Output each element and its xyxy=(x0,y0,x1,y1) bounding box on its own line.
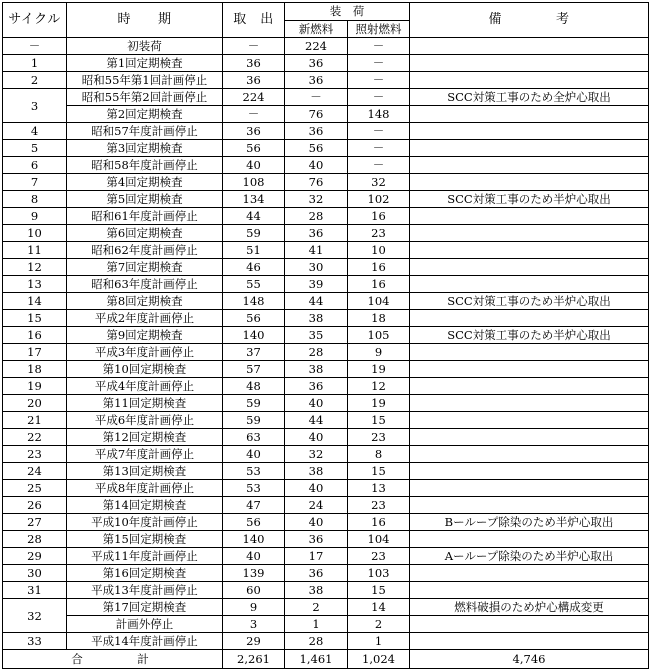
removed-cell: 29 xyxy=(223,633,285,650)
note-cell xyxy=(410,157,649,174)
note-cell xyxy=(410,174,649,191)
note-cell: SCC対策工事のため半炉心取出 xyxy=(410,293,649,310)
table-row xyxy=(3,106,649,123)
removed-cell: 139 xyxy=(223,565,285,582)
irradiated-fuel-cell: 15 xyxy=(348,582,410,599)
period-cell: 平成14年度計画停止 xyxy=(67,633,223,650)
period-cell: 第16回定期検査 xyxy=(67,565,223,582)
note-cell xyxy=(410,633,649,650)
cycle-cell: 10 xyxy=(3,225,67,242)
irradiated-fuel-cell: 19 xyxy=(348,361,410,378)
note-cell xyxy=(410,463,649,480)
removed-cell: 108 xyxy=(223,174,285,191)
new-fuel-cell: 36 xyxy=(285,531,348,548)
new-fuel-cell: 30 xyxy=(285,259,348,276)
cycle-cell: 2 xyxy=(3,72,67,89)
table-row xyxy=(3,582,649,599)
period-cell: 昭和61年度計画停止 xyxy=(67,208,223,225)
cycle-cell: 7 xyxy=(3,174,67,191)
note-cell: SCC対策工事のため全炉心取出 xyxy=(410,89,649,106)
new-fuel-cell: 38 xyxy=(285,310,348,327)
header-new-fuel: 新燃料 xyxy=(285,20,348,38)
new-fuel-cell: 32 xyxy=(285,191,348,208)
new-fuel-cell: 224 xyxy=(285,38,348,55)
table-row xyxy=(3,599,649,616)
removed-cell: 53 xyxy=(223,480,285,497)
table-row xyxy=(3,327,649,344)
table-row xyxy=(3,310,649,327)
period-cell: 第8回定期検査 xyxy=(67,293,223,310)
note-cell xyxy=(410,123,649,140)
cycle-cell: 24 xyxy=(3,463,67,480)
irradiated-fuel-cell: 32 xyxy=(348,174,410,191)
removed-cell: 40 xyxy=(223,446,285,463)
period-cell: 平成4年度計画停止 xyxy=(67,378,223,395)
cycle-cell: － xyxy=(3,38,67,55)
note-cell xyxy=(410,429,649,446)
period-cell: 計画外停止 xyxy=(67,616,223,633)
cycle-cell: 30 xyxy=(3,565,67,582)
new-fuel-cell: 28 xyxy=(285,208,348,225)
table-row xyxy=(3,463,649,480)
irradiated-fuel-cell: 12 xyxy=(348,378,410,395)
irradiated-fuel-cell: 16 xyxy=(348,514,410,531)
new-fuel-cell: 1 xyxy=(285,616,348,633)
note-cell xyxy=(410,38,649,55)
cycle-cell: 31 xyxy=(3,582,67,599)
table-row xyxy=(3,123,649,140)
new-fuel-cell: 36 xyxy=(285,123,348,140)
cycle-cell: 20 xyxy=(3,395,67,412)
cycle-cell: 27 xyxy=(3,514,67,531)
period-cell: 昭和58年度計画停止 xyxy=(67,157,223,174)
period-cell: 平成7年度計画停止 xyxy=(67,446,223,463)
cycle-cell: 16 xyxy=(3,327,67,344)
new-fuel-cell: 38 xyxy=(285,582,348,599)
table-row xyxy=(3,89,649,106)
removed-cell: 36 xyxy=(223,123,285,140)
note-cell: Aーループ除染のため半炉心取出 xyxy=(410,548,649,565)
note-cell xyxy=(410,531,649,548)
period-cell: 第3回定期検査 xyxy=(67,140,223,157)
note-cell xyxy=(410,106,649,123)
header-irradiated-fuel: 照射燃料 xyxy=(348,20,410,38)
period-cell: 昭和57年度計画停止 xyxy=(67,123,223,140)
period-cell: 第9回定期検査 xyxy=(67,327,223,344)
period-cell: 第15回定期検査 xyxy=(67,531,223,548)
removed-cell: 53 xyxy=(223,463,285,480)
irradiated-fuel-cell: 23 xyxy=(348,497,410,514)
note-cell xyxy=(410,480,649,497)
removed-cell: 36 xyxy=(223,72,285,89)
period-cell: 第1回定期検査 xyxy=(67,55,223,72)
cycle-cell: 21 xyxy=(3,412,67,429)
period-cell: 昭和62年度計画停止 xyxy=(67,242,223,259)
period-cell: 第5回定期検査 xyxy=(67,191,223,208)
table-row xyxy=(3,565,649,582)
note-cell xyxy=(410,616,649,633)
irradiated-fuel-cell: 18 xyxy=(348,310,410,327)
period-cell: 第4回定期検査 xyxy=(67,174,223,191)
irradiated-fuel-cell: 19 xyxy=(348,395,410,412)
removed-cell: 60 xyxy=(223,582,285,599)
period-cell: 第2回定期検査 xyxy=(67,106,223,123)
period-cell: 平成11年度計画停止 xyxy=(67,548,223,565)
irradiated-fuel-cell: 9 xyxy=(348,344,410,361)
table-row xyxy=(3,514,649,531)
irradiated-fuel-cell: 105 xyxy=(348,327,410,344)
new-fuel-cell: 36 xyxy=(285,225,348,242)
irradiated-fuel-cell: 23 xyxy=(348,548,410,565)
table-row xyxy=(3,72,649,89)
period-cell: 平成3年度計画停止 xyxy=(67,344,223,361)
period-cell: 第7回定期検査 xyxy=(67,259,223,276)
removed-cell: － xyxy=(223,38,285,55)
new-fuel-cell: 40 xyxy=(285,395,348,412)
table-row xyxy=(3,157,649,174)
irradiated-fuel-cell: 23 xyxy=(348,225,410,242)
new-fuel-cell: 36 xyxy=(285,378,348,395)
period-cell: 昭和63年度計画停止 xyxy=(67,276,223,293)
note-cell xyxy=(410,497,649,514)
table-row xyxy=(3,480,649,497)
table-row xyxy=(3,395,649,412)
irradiated-fuel-cell: － xyxy=(348,123,410,140)
new-fuel-cell: 28 xyxy=(285,344,348,361)
period-cell: 平成10年度計画停止 xyxy=(67,514,223,531)
table-row xyxy=(3,259,649,276)
period-cell: 平成2年度計画停止 xyxy=(67,310,223,327)
new-fuel-cell: 36 xyxy=(285,565,348,582)
table-row xyxy=(3,174,649,191)
cycle-cell: 23 xyxy=(3,446,67,463)
table-row xyxy=(3,412,649,429)
table-header xyxy=(3,3,649,38)
cycle-cell: 28 xyxy=(3,531,67,548)
note-cell xyxy=(410,55,649,72)
removed-cell: 40 xyxy=(223,548,285,565)
table-row xyxy=(3,293,649,310)
irradiated-fuel-cell: － xyxy=(348,89,410,106)
new-fuel-cell: 2 xyxy=(285,599,348,616)
cycle-cell: 19 xyxy=(3,378,67,395)
table-row xyxy=(3,361,649,378)
header-period: 時 期 xyxy=(67,3,223,38)
header-loaded: 装 荷 xyxy=(285,3,410,21)
removed-cell: 148 xyxy=(223,293,285,310)
new-fuel-cell: 44 xyxy=(285,293,348,310)
irradiated-fuel-cell: － xyxy=(348,140,410,157)
table-row xyxy=(3,140,649,157)
cycle-cell: 6 xyxy=(3,157,67,174)
removed-cell: 46 xyxy=(223,259,285,276)
note-cell xyxy=(410,395,649,412)
removed-cell: 57 xyxy=(223,361,285,378)
cycle-cell: 1 xyxy=(3,55,67,72)
removed-cell: 56 xyxy=(223,514,285,531)
total-irradiated-fuel: 1,024 xyxy=(348,650,410,669)
note-cell xyxy=(410,225,649,242)
removed-cell: 51 xyxy=(223,242,285,259)
removed-cell: 44 xyxy=(223,208,285,225)
new-fuel-cell: 40 xyxy=(285,480,348,497)
note-cell xyxy=(410,565,649,582)
note-cell xyxy=(410,378,649,395)
cycle-cell: 15 xyxy=(3,310,67,327)
cycle-cell: 4 xyxy=(3,123,67,140)
note-cell xyxy=(410,276,649,293)
irradiated-fuel-cell: 2 xyxy=(348,616,410,633)
new-fuel-cell: 17 xyxy=(285,548,348,565)
note-cell xyxy=(410,310,649,327)
removed-cell: 59 xyxy=(223,225,285,242)
note-cell: SCC対策工事のため半炉心取出 xyxy=(410,191,649,208)
new-fuel-cell: 41 xyxy=(285,242,348,259)
cycle-cell: 14 xyxy=(3,293,67,310)
cycle-cell: 22 xyxy=(3,429,67,446)
removed-cell: 48 xyxy=(223,378,285,395)
irradiated-fuel-cell: 16 xyxy=(348,259,410,276)
table-row xyxy=(3,548,649,565)
removed-cell: 40 xyxy=(223,157,285,174)
irradiated-fuel-cell: 15 xyxy=(348,463,410,480)
irradiated-fuel-cell: 13 xyxy=(348,480,410,497)
new-fuel-cell: 40 xyxy=(285,157,348,174)
cycle-cell: 29 xyxy=(3,548,67,565)
period-cell: 昭和55年第2回計画停止 xyxy=(67,89,223,106)
removed-cell: － xyxy=(223,106,285,123)
new-fuel-cell: 39 xyxy=(285,276,348,293)
table-row xyxy=(3,191,649,208)
irradiated-fuel-cell: 103 xyxy=(348,565,410,582)
table-row xyxy=(3,616,649,633)
cycle-cell: 17 xyxy=(3,344,67,361)
cycle-cell: 32 xyxy=(3,599,67,633)
irradiated-fuel-cell: － xyxy=(348,55,410,72)
new-fuel-cell: － xyxy=(285,89,348,106)
new-fuel-cell: 76 xyxy=(285,174,348,191)
period-cell: 第6回定期検査 xyxy=(67,225,223,242)
table-row xyxy=(3,429,649,446)
note-cell xyxy=(410,242,649,259)
cycle-cell: 8 xyxy=(3,191,67,208)
note-cell xyxy=(410,344,649,361)
period-cell: 平成8年度計画停止 xyxy=(67,480,223,497)
table-row xyxy=(3,242,649,259)
cycle-cell: 25 xyxy=(3,480,67,497)
new-fuel-cell: 24 xyxy=(285,497,348,514)
table-row xyxy=(3,497,649,514)
removed-cell: 59 xyxy=(223,412,285,429)
cycle-cell: 11 xyxy=(3,242,67,259)
period-cell: 昭和55年第1回計画停止 xyxy=(67,72,223,89)
cycle-cell: 12 xyxy=(3,259,67,276)
new-fuel-cell: 76 xyxy=(285,106,348,123)
period-cell: 初装荷 xyxy=(67,38,223,55)
removed-cell: 56 xyxy=(223,140,285,157)
new-fuel-cell: 35 xyxy=(285,327,348,344)
total-removed: 2,261 xyxy=(223,650,285,669)
table-row xyxy=(3,55,649,72)
table-body xyxy=(3,38,649,650)
irradiated-fuel-cell: 16 xyxy=(348,276,410,293)
irradiated-fuel-cell: 14 xyxy=(348,599,410,616)
note-cell xyxy=(410,140,649,157)
note-cell xyxy=(410,582,649,599)
irradiated-fuel-cell: － xyxy=(348,72,410,89)
period-cell: 第10回定期検査 xyxy=(67,361,223,378)
header-removed: 取 出 xyxy=(223,3,285,38)
irradiated-fuel-cell: 10 xyxy=(348,242,410,259)
table-row xyxy=(3,633,649,650)
removed-cell: 3 xyxy=(223,616,285,633)
note-cell xyxy=(410,446,649,463)
new-fuel-cell: 40 xyxy=(285,514,348,531)
removed-cell: 134 xyxy=(223,191,285,208)
removed-cell: 140 xyxy=(223,531,285,548)
new-fuel-cell: 44 xyxy=(285,412,348,429)
note-cell xyxy=(410,361,649,378)
irradiated-fuel-cell: 104 xyxy=(348,293,410,310)
table-row xyxy=(3,446,649,463)
new-fuel-cell: 32 xyxy=(285,446,348,463)
note-cell: Bーループ除染のため半炉心取出 xyxy=(410,514,649,531)
table-row xyxy=(3,38,649,55)
irradiated-fuel-cell: 16 xyxy=(348,208,410,225)
cycle-cell: 3 xyxy=(3,89,67,123)
cycle-cell: 18 xyxy=(3,361,67,378)
irradiated-fuel-cell: 102 xyxy=(348,191,410,208)
period-cell: 平成6年度計画停止 xyxy=(67,412,223,429)
period-cell: 平成13年度計画停止 xyxy=(67,582,223,599)
removed-cell: 37 xyxy=(223,344,285,361)
note-cell: 燃料破損のため炉心構成変更 xyxy=(410,599,649,616)
cycle-cell: 9 xyxy=(3,208,67,225)
note-cell: SCC対策工事のため半炉心取出 xyxy=(410,327,649,344)
cycle-cell: 5 xyxy=(3,140,67,157)
removed-cell: 55 xyxy=(223,276,285,293)
removed-cell: 59 xyxy=(223,395,285,412)
irradiated-fuel-cell: 104 xyxy=(348,531,410,548)
removed-cell: 47 xyxy=(223,497,285,514)
total-new-fuel: 1,461 xyxy=(285,650,348,669)
table-row xyxy=(3,208,649,225)
cycle-cell: 33 xyxy=(3,633,67,650)
cycle-cell: 13 xyxy=(3,276,67,293)
removed-cell: 224 xyxy=(223,89,285,106)
total-label: 合 計 xyxy=(3,650,223,669)
period-cell: 第12回定期検査 xyxy=(67,429,223,446)
fuel-loading-table xyxy=(2,2,649,669)
removed-cell: 140 xyxy=(223,327,285,344)
irradiated-fuel-cell: 23 xyxy=(348,429,410,446)
note-cell xyxy=(410,412,649,429)
header-remarks: 備 考 xyxy=(410,3,649,38)
new-fuel-cell: 28 xyxy=(285,633,348,650)
irradiated-fuel-cell: － xyxy=(348,157,410,174)
period-cell: 第14回定期検査 xyxy=(67,497,223,514)
new-fuel-cell: 36 xyxy=(285,55,348,72)
header-cycle: サイクル xyxy=(3,3,67,38)
table-row xyxy=(3,344,649,361)
period-cell: 第13回定期検査 xyxy=(67,463,223,480)
period-cell: 第17回定期検査 xyxy=(67,599,223,616)
removed-cell: 56 xyxy=(223,310,285,327)
cycle-cell: 26 xyxy=(3,497,67,514)
new-fuel-cell: 38 xyxy=(285,463,348,480)
table-row xyxy=(3,531,649,548)
note-cell xyxy=(410,72,649,89)
table-row xyxy=(3,225,649,242)
new-fuel-cell: 40 xyxy=(285,429,348,446)
removed-cell: 36 xyxy=(223,55,285,72)
note-cell xyxy=(410,259,649,276)
new-fuel-cell: 38 xyxy=(285,361,348,378)
irradiated-fuel-cell: 148 xyxy=(348,106,410,123)
new-fuel-cell: 56 xyxy=(285,140,348,157)
table-row xyxy=(3,378,649,395)
irradiated-fuel-cell: 1 xyxy=(348,633,410,650)
total-note: 4,746 xyxy=(410,650,649,669)
irradiated-fuel-cell: － xyxy=(348,38,410,55)
irradiated-fuel-cell: 8 xyxy=(348,446,410,463)
irradiated-fuel-cell: 15 xyxy=(348,412,410,429)
table-row xyxy=(3,276,649,293)
new-fuel-cell: 36 xyxy=(285,72,348,89)
removed-cell: 63 xyxy=(223,429,285,446)
removed-cell: 9 xyxy=(223,599,285,616)
period-cell: 第11回定期検査 xyxy=(67,395,223,412)
note-cell xyxy=(410,208,649,225)
